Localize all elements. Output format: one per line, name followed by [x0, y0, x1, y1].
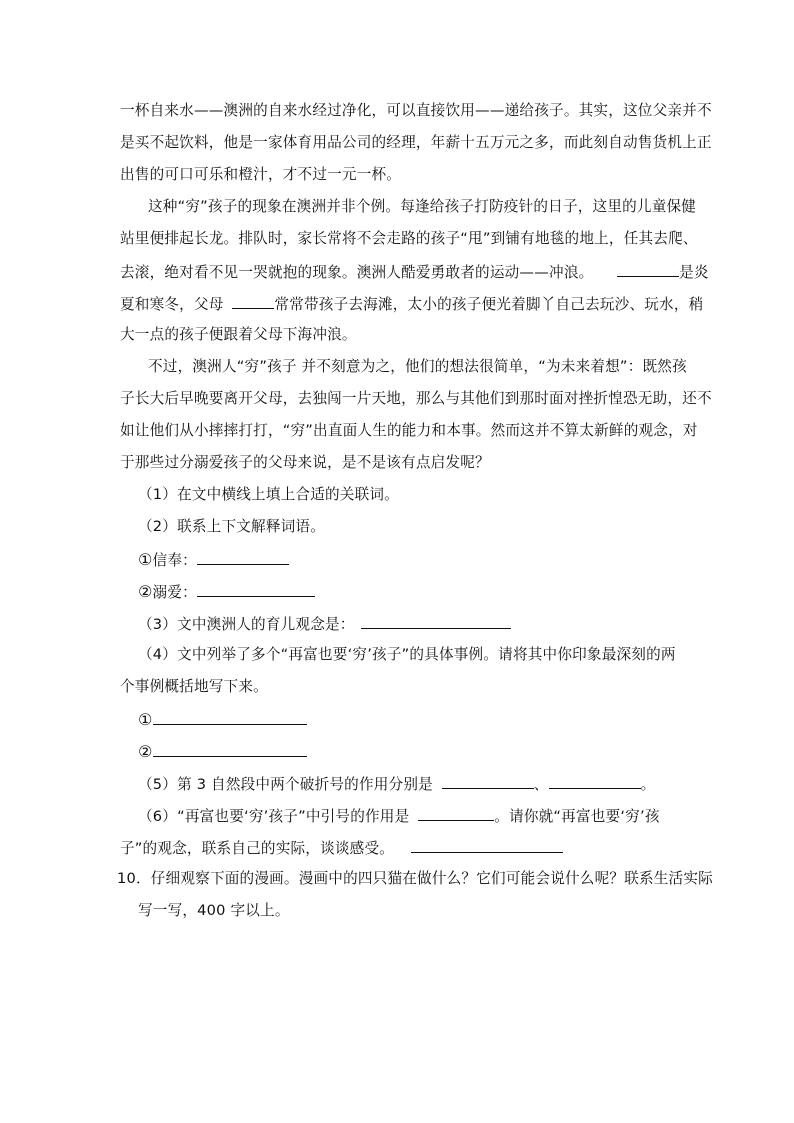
question-10-line: 写一写，400 字以上。 [138, 902, 290, 919]
question-1: （1）在文中横线上填上合适的关联词。 [138, 486, 399, 503]
question-4-item-1 [138, 709, 307, 731]
question-10-line: 10．仔细观察下面的漫画。漫画中的四只猫在做什么？它们可能会说什么呢？联系生活实际 [117, 870, 713, 887]
question-2: （2）联系上下文解释词语。 [138, 518, 326, 535]
item-label: 溺爱： [152, 584, 197, 601]
question-text: （5）第 3 自然段中两个破折号的作用分别是 [138, 776, 433, 793]
answer-blank-q6-1[interactable] [418, 805, 494, 821]
answer-blank-q4-1[interactable] [153, 709, 307, 725]
answer-blank-niai[interactable] [197, 581, 315, 597]
passage-text: 夏和寒冬，父母 [120, 296, 224, 313]
question-5 [138, 773, 655, 795]
question-2-item-2 [138, 581, 315, 603]
question-3 [138, 613, 511, 635]
question-text: （3）文中澳洲人的育儿观念是： [138, 616, 355, 633]
fill-blank-1[interactable] [617, 261, 679, 277]
item-number: ① [138, 710, 153, 729]
question-2-item-1 [138, 549, 289, 571]
passage-line: 出售的可口可乐和橙汁，才不过一元一杯。 [120, 166, 402, 183]
item-number: ① [138, 550, 153, 569]
question-text: 。请你就“再富也要‘穷’孩 [494, 808, 660, 825]
separator: 、 [533, 776, 549, 793]
passage-text: 去滚，绝对看不见一哭就抱的现象。澳洲人酷爱勇敢者的运动——冲浪。 [120, 264, 594, 281]
passage-text: 常常带孩子去海滩，太小的孩子便光着脚丫自己去玩沙、玩水，稍 [274, 296, 704, 313]
passage-line: 如让他们从小摔摔打打，“穷”出直面人生的能力和本事。然而这并不算太新鲜的观念，对 [120, 422, 698, 439]
question-6-line [120, 837, 563, 859]
item-number: ② [138, 582, 153, 601]
item-number: ② [138, 742, 153, 761]
passage-line: 不过，澳洲人“穷”孩子 并不刻意为之，他们的想法很简单，“为未来着想”：既然孩 [148, 358, 687, 375]
passage-line: 子长大后早晚要离开父母，去独闯一片天地，那么与其他们到那时面对挫折惶恐无助，还不 [120, 390, 712, 407]
question-text: （6）“再富也要‘穷’孩子”中引号的作用是 [138, 808, 410, 825]
answer-blank-q6-2[interactable] [411, 837, 563, 853]
answer-blank-q3[interactable] [361, 613, 511, 629]
passage-text: 是炎 [679, 264, 709, 281]
question-6-line [138, 805, 660, 827]
passage-line: 这种“穷”孩子的现象在澳洲并非个例。每逢给孩子打防疫针的日子，这里的儿童保健 [148, 198, 697, 215]
question-end: 。 [640, 776, 656, 793]
question-text: 子”的观念，联系自己的实际，谈谈感受。 [120, 840, 395, 857]
passage-line [120, 293, 703, 315]
question-4-line: （4）文中列举了多个“再富也要‘穷’孩子”的具体事例。请将其中你印象最深刻的两 [138, 646, 676, 663]
answer-blank-q5-1[interactable] [442, 773, 534, 789]
question-4-line: 个事例概括地写下来。 [120, 678, 268, 695]
passage-line: 一杯自来水——澳洲的自来水经过净化，可以直接饮用——递给孩子。其实，这位父亲并不 [120, 102, 712, 119]
passage-line: 于那些过分溺爱孩子的父母来说，是不是该有点启发呢？ [120, 454, 490, 471]
answer-blank-q5-2[interactable] [549, 773, 641, 789]
passage-line [120, 261, 709, 283]
answer-blank-xinfeng[interactable] [197, 549, 289, 565]
question-4-item-2 [138, 741, 307, 763]
passage-line: 大一点的孩子便跟着父母下海冲浪。 [120, 326, 357, 343]
passage-line: 是买不起饮料，他是一家体育用品公司的经理，年薪十五万元之多，而此刻自动售货机上正 [120, 134, 712, 151]
fill-blank-2[interactable] [232, 293, 274, 309]
passage-line: 站里便排起长龙。排队时，家长常将不会走路的孩子“甩”到铺有地毯的地上，任其去爬、 [120, 230, 698, 247]
answer-blank-q4-2[interactable] [153, 741, 307, 757]
item-label: 信奉： [152, 552, 197, 569]
